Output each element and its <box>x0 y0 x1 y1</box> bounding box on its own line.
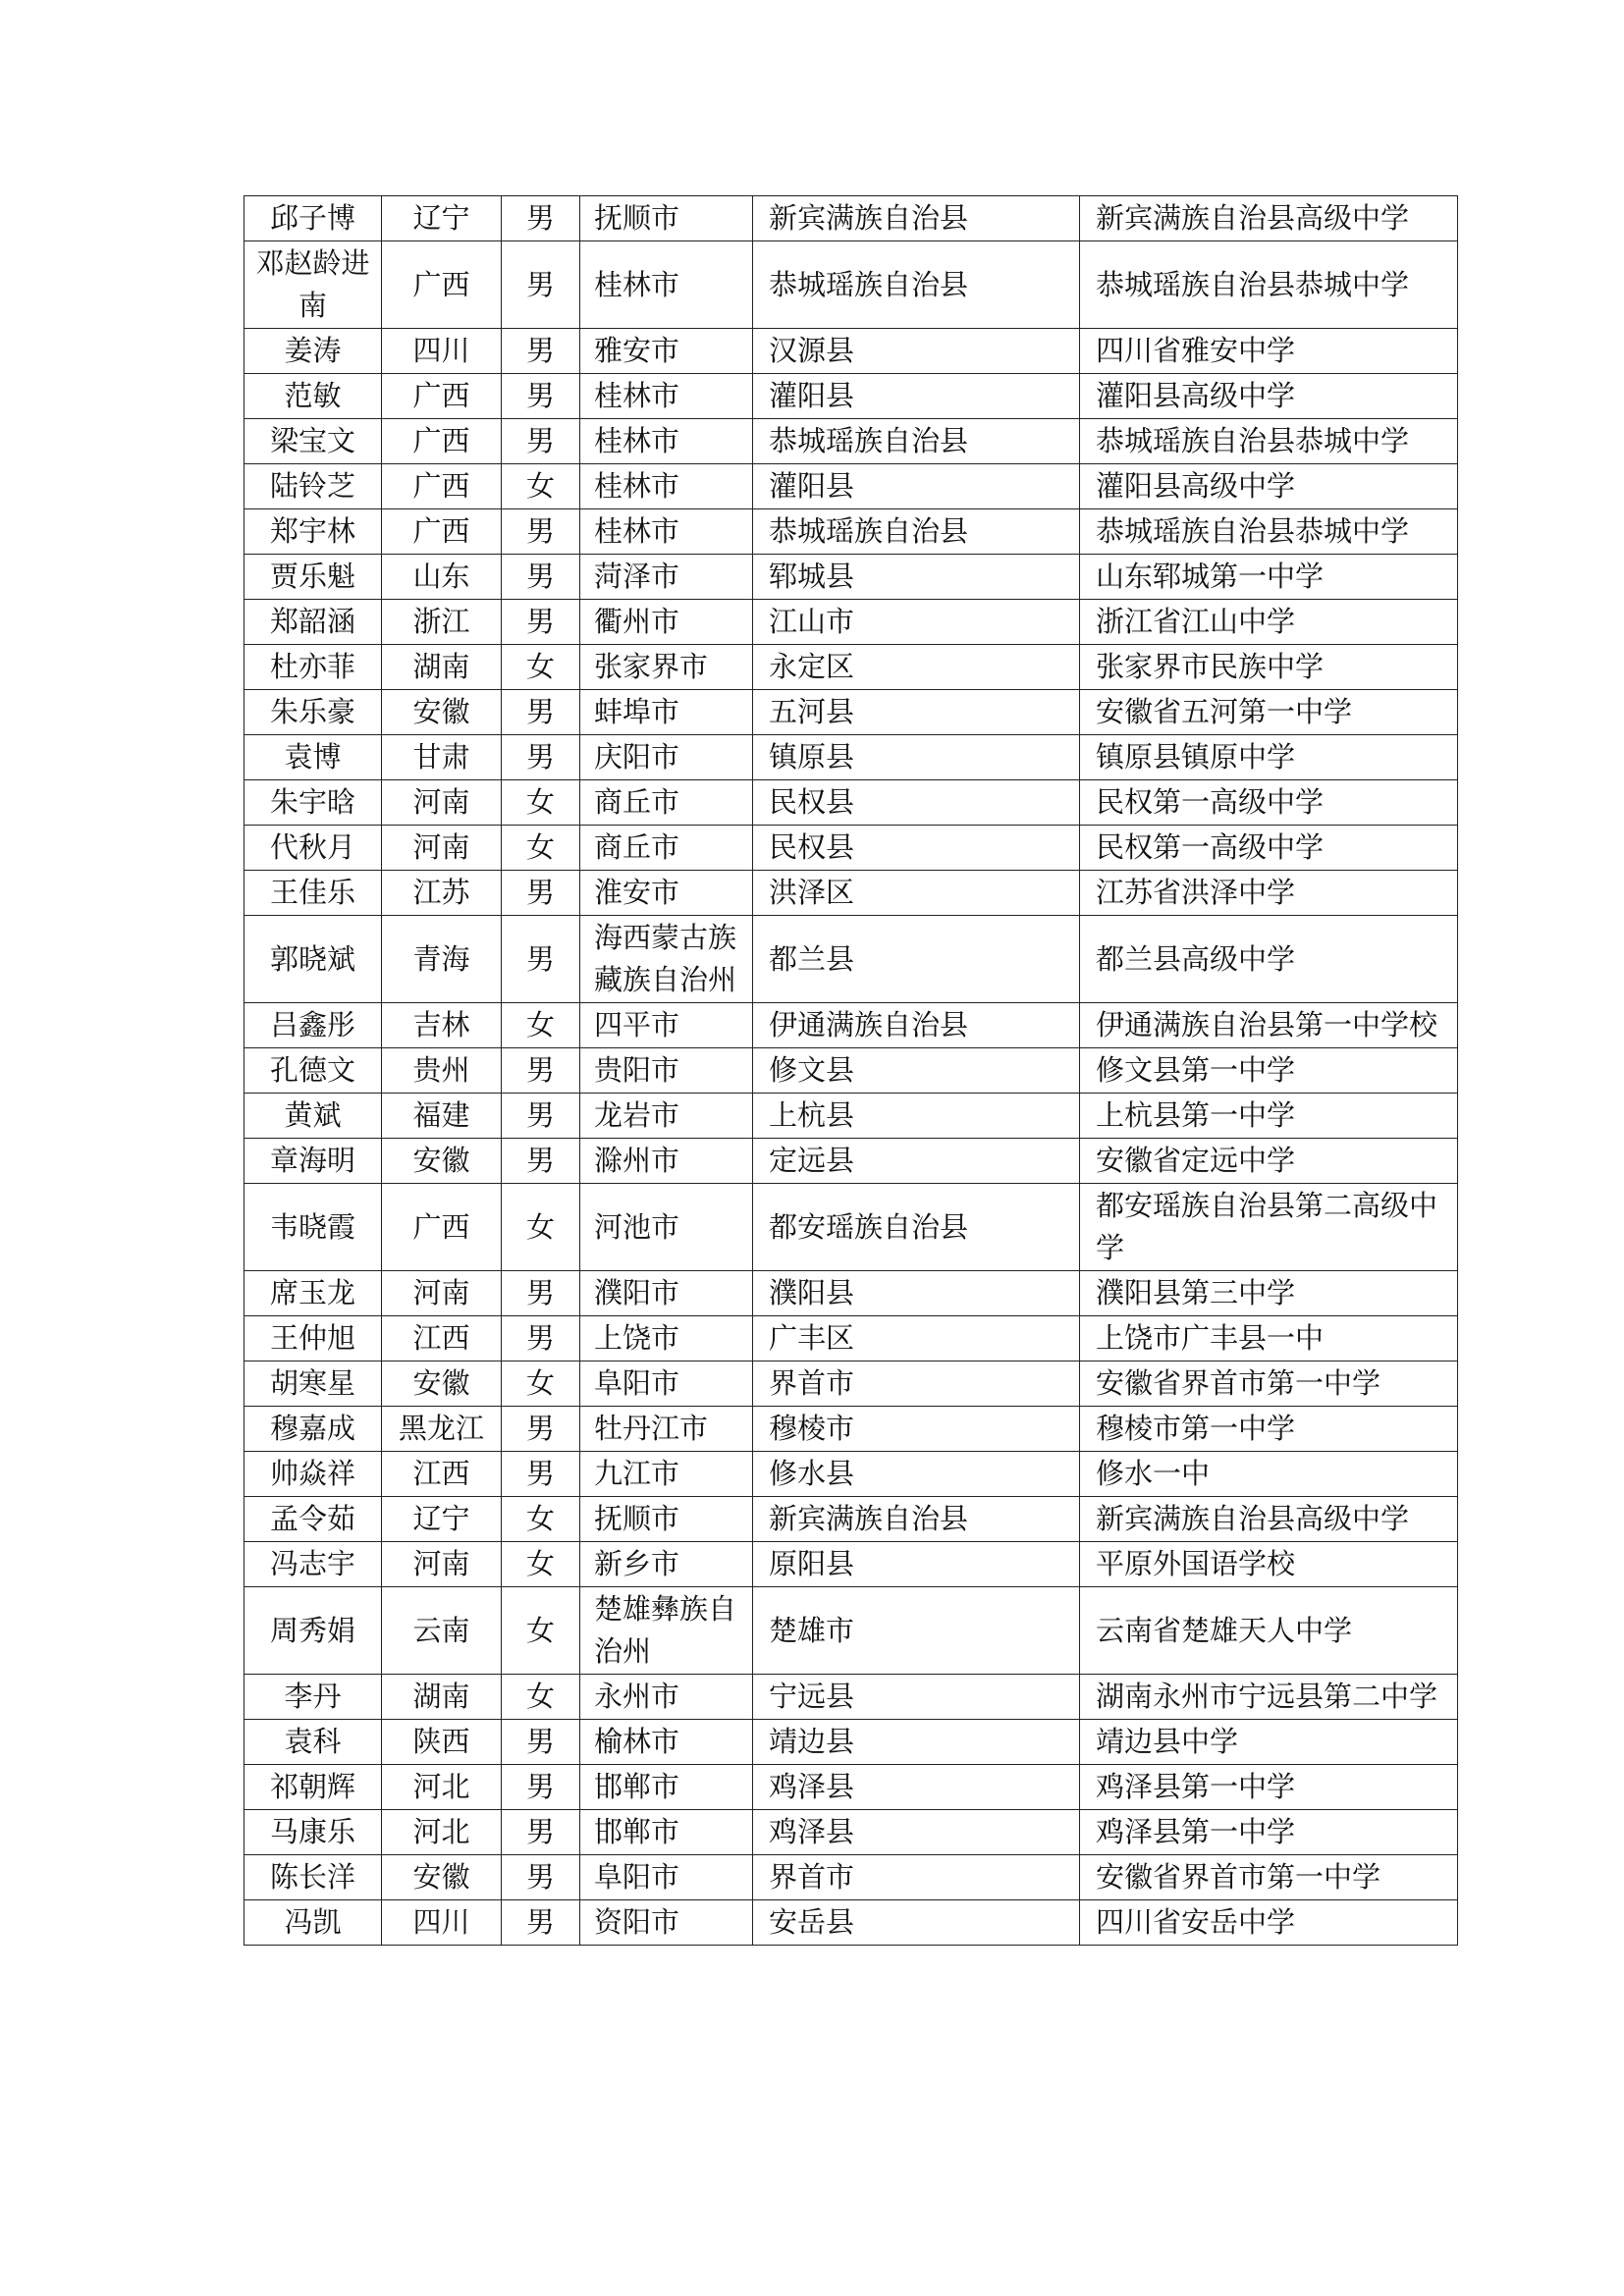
gender-cell: 男 <box>502 1720 580 1765</box>
city-cell: 商丘市 <box>580 780 753 826</box>
gender-cell: 男 <box>502 600 580 645</box>
name-cell: 陆铃芝 <box>244 464 382 509</box>
table-row <box>244 1810 1458 1855</box>
gender-cell: 男 <box>502 1048 580 1094</box>
table-row <box>244 464 1458 509</box>
county-cell: 鸡泽县 <box>753 1810 1080 1855</box>
province-cell: 广西 <box>382 1184 502 1271</box>
name-cell: 王佳乐 <box>244 871 382 916</box>
school-cell: 山东郓城第一中学 <box>1080 555 1458 600</box>
city-cell: 桂林市 <box>580 509 753 555</box>
county-cell: 都兰县 <box>753 916 1080 1003</box>
county-cell: 界首市 <box>753 1855 1080 1900</box>
county-cell: 镇原县 <box>753 735 1080 780</box>
gender-cell: 女 <box>502 1362 580 1407</box>
county-cell: 濮阳县 <box>753 1271 1080 1316</box>
table-row <box>244 780 1458 826</box>
county-cell: 灌阳县 <box>753 464 1080 509</box>
name-cell: 朱宇晗 <box>244 780 382 826</box>
table-row <box>244 1675 1458 1720</box>
school-cell: 鸡泽县第一中学 <box>1080 1765 1458 1810</box>
table-row <box>244 1184 1458 1271</box>
county-cell: 江山市 <box>753 600 1080 645</box>
school-cell: 镇原县镇原中学 <box>1080 735 1458 780</box>
gender-cell: 男 <box>502 1271 580 1316</box>
name-cell: 朱乐豪 <box>244 690 382 735</box>
school-cell: 新宾满族自治县高级中学 <box>1080 1497 1458 1542</box>
gender-cell: 男 <box>502 1094 580 1139</box>
gender-cell: 男 <box>502 196 580 241</box>
school-cell: 恭城瑶族自治县恭城中学 <box>1080 241 1458 329</box>
school-cell: 新宾满族自治县高级中学 <box>1080 196 1458 241</box>
school-cell: 张家界市民族中学 <box>1080 645 1458 690</box>
city-cell: 桂林市 <box>580 464 753 509</box>
province-cell: 安徽 <box>382 1362 502 1407</box>
province-cell: 安徽 <box>382 1139 502 1184</box>
gender-cell: 男 <box>502 1452 580 1497</box>
province-cell: 陕西 <box>382 1720 502 1765</box>
school-cell: 安徽省界首市第一中学 <box>1080 1362 1458 1407</box>
school-cell: 伊通满族自治县第一中学校 <box>1080 1003 1458 1048</box>
school-cell: 濮阳县第三中学 <box>1080 1271 1458 1316</box>
table-row <box>244 645 1458 690</box>
province-cell: 广西 <box>382 374 502 419</box>
name-cell: 邱子博 <box>244 196 382 241</box>
table-row <box>244 1542 1458 1587</box>
province-cell: 河南 <box>382 1542 502 1587</box>
city-cell: 贵阳市 <box>580 1048 753 1094</box>
table-row <box>244 1048 1458 1094</box>
city-cell: 楚雄彝族自治州 <box>580 1587 753 1675</box>
school-cell: 湖南永州市宁远县第二中学 <box>1080 1675 1458 1720</box>
gender-cell: 男 <box>502 419 580 464</box>
province-cell: 四川 <box>382 329 502 374</box>
gender-cell: 男 <box>502 916 580 1003</box>
table-row <box>244 1407 1458 1452</box>
city-cell: 蚌埠市 <box>580 690 753 735</box>
province-cell: 河南 <box>382 780 502 826</box>
table-body <box>244 196 1458 1946</box>
gender-cell: 女 <box>502 826 580 871</box>
county-cell: 修文县 <box>753 1048 1080 1094</box>
gender-cell: 男 <box>502 1407 580 1452</box>
gender-cell: 男 <box>502 1810 580 1855</box>
gender-cell: 女 <box>502 780 580 826</box>
table-row <box>244 871 1458 916</box>
gender-cell: 男 <box>502 1855 580 1900</box>
city-cell: 四平市 <box>580 1003 753 1048</box>
province-cell: 湖南 <box>382 645 502 690</box>
school-cell: 四川省安岳中学 <box>1080 1900 1458 1946</box>
school-cell: 安徽省界首市第一中学 <box>1080 1855 1458 1900</box>
province-cell: 广西 <box>382 419 502 464</box>
province-cell: 福建 <box>382 1094 502 1139</box>
name-cell: 杜亦菲 <box>244 645 382 690</box>
table-row <box>244 241 1458 329</box>
county-cell: 界首市 <box>753 1362 1080 1407</box>
city-cell: 海西蒙古族藏族自治州 <box>580 916 753 1003</box>
school-cell: 恭城瑶族自治县恭城中学 <box>1080 509 1458 555</box>
gender-cell: 女 <box>502 1675 580 1720</box>
gender-cell: 男 <box>502 374 580 419</box>
city-cell: 阜阳市 <box>580 1362 753 1407</box>
city-cell: 新乡市 <box>580 1542 753 1587</box>
school-cell: 江苏省洪泽中学 <box>1080 871 1458 916</box>
city-cell: 抚顺市 <box>580 196 753 241</box>
county-cell: 穆棱市 <box>753 1407 1080 1452</box>
name-cell: 李丹 <box>244 1675 382 1720</box>
table-row <box>244 1587 1458 1675</box>
table-row <box>244 690 1458 735</box>
gender-cell: 女 <box>502 1542 580 1587</box>
school-cell: 平原外国语学校 <box>1080 1542 1458 1587</box>
province-cell: 河南 <box>382 1271 502 1316</box>
table-row <box>244 1139 1458 1184</box>
table-row <box>244 374 1458 419</box>
school-cell: 民权第一高级中学 <box>1080 780 1458 826</box>
city-cell: 淮安市 <box>580 871 753 916</box>
name-cell: 袁科 <box>244 1720 382 1765</box>
name-cell: 姜涛 <box>244 329 382 374</box>
school-cell: 安徽省定远中学 <box>1080 1139 1458 1184</box>
province-cell: 辽宁 <box>382 1497 502 1542</box>
province-cell: 江西 <box>382 1452 502 1497</box>
table-row <box>244 1003 1458 1048</box>
name-cell: 孔德文 <box>244 1048 382 1094</box>
city-cell: 桂林市 <box>580 241 753 329</box>
table-row <box>244 1765 1458 1810</box>
county-cell: 洪泽区 <box>753 871 1080 916</box>
gender-cell: 女 <box>502 464 580 509</box>
county-cell: 民权县 <box>753 780 1080 826</box>
table-row <box>244 1094 1458 1139</box>
city-cell: 滁州市 <box>580 1139 753 1184</box>
name-cell: 郑韶涵 <box>244 600 382 645</box>
gender-cell: 女 <box>502 645 580 690</box>
name-cell: 周秀娟 <box>244 1587 382 1675</box>
county-cell: 汉源县 <box>753 329 1080 374</box>
name-cell: 冯凯 <box>244 1900 382 1946</box>
school-cell: 修水一中 <box>1080 1452 1458 1497</box>
county-cell: 定远县 <box>753 1139 1080 1184</box>
table-row <box>244 509 1458 555</box>
gender-cell: 男 <box>502 1900 580 1946</box>
city-cell: 菏泽市 <box>580 555 753 600</box>
county-cell: 修水县 <box>753 1452 1080 1497</box>
name-cell: 章海明 <box>244 1139 382 1184</box>
name-cell: 祁朝辉 <box>244 1765 382 1810</box>
province-cell: 河北 <box>382 1810 502 1855</box>
name-cell: 孟令茹 <box>244 1497 382 1542</box>
school-cell: 都兰县高级中学 <box>1080 916 1458 1003</box>
gender-cell: 女 <box>502 1003 580 1048</box>
city-cell: 商丘市 <box>580 826 753 871</box>
gender-cell: 男 <box>502 690 580 735</box>
province-cell: 广西 <box>382 464 502 509</box>
name-cell: 代秋月 <box>244 826 382 871</box>
county-cell: 鸡泽县 <box>753 1765 1080 1810</box>
gender-cell: 女 <box>502 1587 580 1675</box>
county-cell: 恭城瑶族自治县 <box>753 419 1080 464</box>
province-cell: 黑龙江 <box>382 1407 502 1452</box>
gender-cell: 男 <box>502 1139 580 1184</box>
county-cell: 郓城县 <box>753 555 1080 600</box>
county-cell: 广丰区 <box>753 1316 1080 1362</box>
province-cell: 山东 <box>382 555 502 600</box>
gender-cell: 男 <box>502 329 580 374</box>
county-cell: 宁远县 <box>753 1675 1080 1720</box>
table-row <box>244 419 1458 464</box>
city-cell: 河池市 <box>580 1184 753 1271</box>
province-cell: 广西 <box>382 509 502 555</box>
county-cell: 新宾满族自治县 <box>753 196 1080 241</box>
gender-cell: 女 <box>502 1184 580 1271</box>
city-cell: 衢州市 <box>580 600 753 645</box>
county-cell: 灌阳县 <box>753 374 1080 419</box>
table-row <box>244 916 1458 1003</box>
school-cell: 上杭县第一中学 <box>1080 1094 1458 1139</box>
province-cell: 浙江 <box>382 600 502 645</box>
table-row <box>244 1497 1458 1542</box>
county-cell: 安岳县 <box>753 1900 1080 1946</box>
province-cell: 安徽 <box>382 690 502 735</box>
province-cell: 云南 <box>382 1587 502 1675</box>
school-cell: 云南省楚雄天人中学 <box>1080 1587 1458 1675</box>
name-cell: 冯志宇 <box>244 1542 382 1587</box>
name-cell: 袁博 <box>244 735 382 780</box>
gender-cell: 男 <box>502 555 580 600</box>
name-cell: 马康乐 <box>244 1810 382 1855</box>
county-cell: 恭城瑶族自治县 <box>753 509 1080 555</box>
county-cell: 都安瑶族自治县 <box>753 1184 1080 1271</box>
city-cell: 九江市 <box>580 1452 753 1497</box>
table-row <box>244 196 1458 241</box>
table-row <box>244 600 1458 645</box>
county-cell: 新宾满族自治县 <box>753 1497 1080 1542</box>
county-cell: 原阳县 <box>753 1542 1080 1587</box>
table-row <box>244 1362 1458 1407</box>
school-cell: 恭城瑶族自治县恭城中学 <box>1080 419 1458 464</box>
name-cell: 邓赵龄进南 <box>244 241 382 329</box>
city-cell: 桂林市 <box>580 419 753 464</box>
city-cell: 邯郸市 <box>580 1810 753 1855</box>
province-cell: 湖南 <box>382 1675 502 1720</box>
name-cell: 帅焱祥 <box>244 1452 382 1497</box>
city-cell: 资阳市 <box>580 1900 753 1946</box>
county-cell: 民权县 <box>753 826 1080 871</box>
name-cell: 韦晓霞 <box>244 1184 382 1271</box>
county-cell: 靖边县 <box>753 1720 1080 1765</box>
name-cell: 王仲旭 <box>244 1316 382 1362</box>
gender-cell: 男 <box>502 735 580 780</box>
city-cell: 庆阳市 <box>580 735 753 780</box>
province-cell: 辽宁 <box>382 196 502 241</box>
gender-cell: 男 <box>502 509 580 555</box>
county-cell: 楚雄市 <box>753 1587 1080 1675</box>
gender-cell: 男 <box>502 1316 580 1362</box>
city-cell: 上饶市 <box>580 1316 753 1362</box>
gender-cell: 男 <box>502 871 580 916</box>
student-list-table <box>244 195 1458 1946</box>
county-cell: 永定区 <box>753 645 1080 690</box>
table-row <box>244 1720 1458 1765</box>
city-cell: 榆林市 <box>580 1720 753 1765</box>
gender-cell: 男 <box>502 1765 580 1810</box>
city-cell: 张家界市 <box>580 645 753 690</box>
province-cell: 广西 <box>382 241 502 329</box>
school-cell: 靖边县中学 <box>1080 1720 1458 1765</box>
county-cell: 上杭县 <box>753 1094 1080 1139</box>
province-cell: 贵州 <box>382 1048 502 1094</box>
table-row <box>244 1271 1458 1316</box>
school-cell: 灌阳县高级中学 <box>1080 464 1458 509</box>
table-row <box>244 1452 1458 1497</box>
city-cell: 龙岩市 <box>580 1094 753 1139</box>
gender-cell: 男 <box>502 241 580 329</box>
school-cell: 灌阳县高级中学 <box>1080 374 1458 419</box>
name-cell: 贾乐魁 <box>244 555 382 600</box>
school-cell: 安徽省五河第一中学 <box>1080 690 1458 735</box>
name-cell: 胡寒星 <box>244 1362 382 1407</box>
school-cell: 浙江省江山中学 <box>1080 600 1458 645</box>
table-row <box>244 735 1458 780</box>
school-cell: 穆棱市第一中学 <box>1080 1407 1458 1452</box>
county-cell: 恭城瑶族自治县 <box>753 241 1080 329</box>
city-cell: 阜阳市 <box>580 1855 753 1900</box>
name-cell: 范敏 <box>244 374 382 419</box>
table-row <box>244 1900 1458 1946</box>
name-cell: 郭晓斌 <box>244 916 382 1003</box>
city-cell: 永州市 <box>580 1675 753 1720</box>
province-cell: 青海 <box>382 916 502 1003</box>
name-cell: 梁宝文 <box>244 419 382 464</box>
province-cell: 江苏 <box>382 871 502 916</box>
name-cell: 吕鑫彤 <box>244 1003 382 1048</box>
school-cell: 鸡泽县第一中学 <box>1080 1810 1458 1855</box>
province-cell: 江西 <box>382 1316 502 1362</box>
table-row <box>244 1855 1458 1900</box>
table-row <box>244 1316 1458 1362</box>
name-cell: 穆嘉成 <box>244 1407 382 1452</box>
province-cell: 河南 <box>382 826 502 871</box>
school-cell: 修文县第一中学 <box>1080 1048 1458 1094</box>
school-cell: 都安瑶族自治县第二高级中学 <box>1080 1184 1458 1271</box>
table-row <box>244 555 1458 600</box>
city-cell: 邯郸市 <box>580 1765 753 1810</box>
province-cell: 四川 <box>382 1900 502 1946</box>
city-cell: 牡丹江市 <box>580 1407 753 1452</box>
table-row <box>244 329 1458 374</box>
city-cell: 濮阳市 <box>580 1271 753 1316</box>
gender-cell: 女 <box>502 1497 580 1542</box>
table-row <box>244 826 1458 871</box>
school-cell: 上饶市广丰县一中 <box>1080 1316 1458 1362</box>
province-cell: 甘肃 <box>382 735 502 780</box>
name-cell: 席玉龙 <box>244 1271 382 1316</box>
city-cell: 桂林市 <box>580 374 753 419</box>
county-cell: 五河县 <box>753 690 1080 735</box>
name-cell: 陈长洋 <box>244 1855 382 1900</box>
name-cell: 郑宇林 <box>244 509 382 555</box>
city-cell: 雅安市 <box>580 329 753 374</box>
county-cell: 伊通满族自治县 <box>753 1003 1080 1048</box>
province-cell: 河北 <box>382 1765 502 1810</box>
province-cell: 吉林 <box>382 1003 502 1048</box>
name-cell: 黄斌 <box>244 1094 382 1139</box>
school-cell: 四川省雅安中学 <box>1080 329 1458 374</box>
province-cell: 安徽 <box>382 1855 502 1900</box>
city-cell: 抚顺市 <box>580 1497 753 1542</box>
school-cell: 民权第一高级中学 <box>1080 826 1458 871</box>
